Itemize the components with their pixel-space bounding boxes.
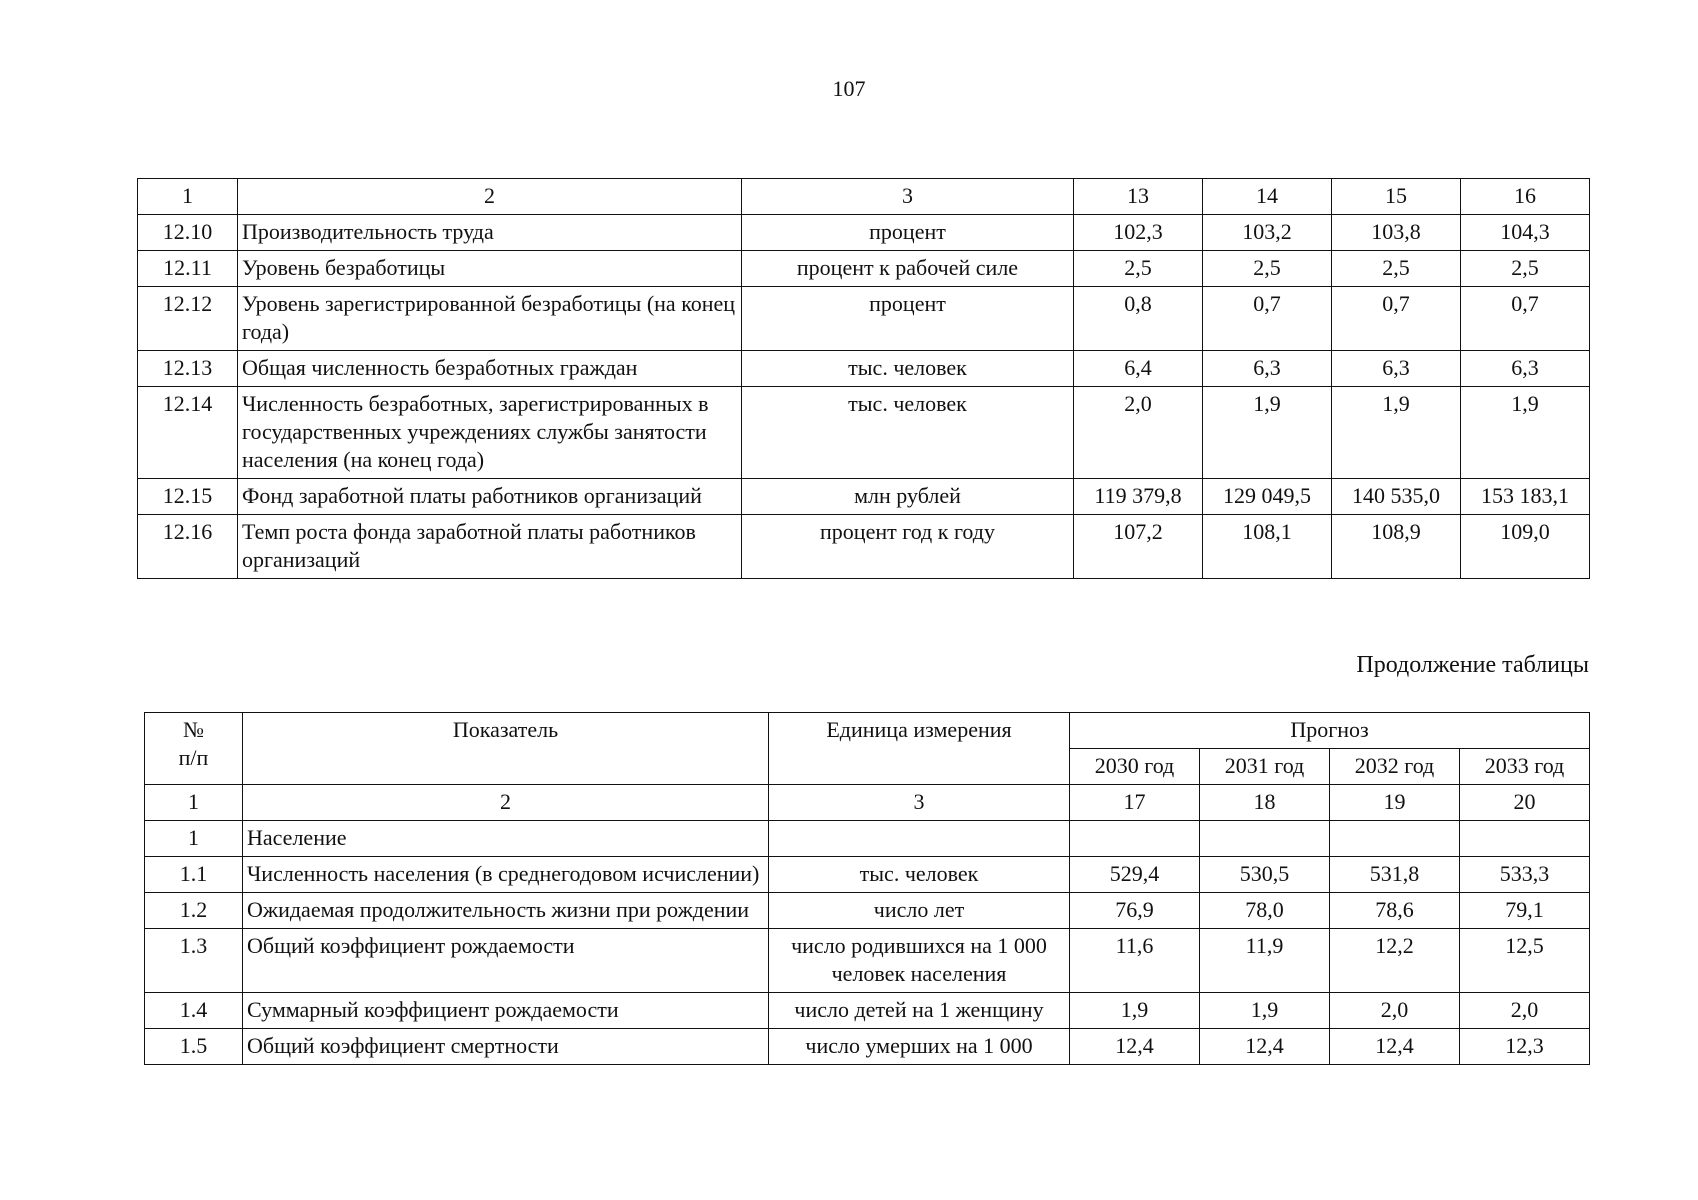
value: 530,5 [1200,857,1330,893]
value: 12,3 [1460,1029,1590,1065]
value: 533,3 [1460,857,1590,893]
row-number: 1.3 [145,929,243,993]
unit: процент [742,215,1074,251]
value: 11,9 [1200,929,1330,993]
numbering-row [145,785,1590,821]
column-number: 13 [1074,179,1203,215]
col-header-forecast: Прогноз [1070,713,1590,749]
value: 76,9 [1070,893,1200,929]
value: 103,8 [1332,215,1461,251]
year-header: 2031 год [1200,749,1330,785]
table-row [138,515,1590,579]
unit: млн рублей [742,479,1074,515]
column-number: 3 [742,179,1074,215]
value: 129 049,5 [1203,479,1332,515]
numbering-row [138,179,1590,215]
unit: процент год к году [742,515,1074,579]
value: 1,9 [1200,993,1330,1029]
indicator-name: Суммарный коэффициент рождаемости [243,993,769,1029]
column-number: 14 [1203,179,1332,215]
value: 12,4 [1330,1029,1460,1065]
value: 6,3 [1461,351,1590,387]
value: 109,0 [1461,515,1590,579]
value: 1,9 [1332,387,1461,479]
col-header-number [145,713,243,785]
value: 107,2 [1074,515,1203,579]
row-number: 1 [145,821,243,857]
value: 2,5 [1332,251,1461,287]
table-row [138,387,1590,479]
value: 12,4 [1070,1029,1200,1065]
column-number: 15 [1332,179,1461,215]
value: 2,0 [1330,993,1460,1029]
value: 12,4 [1200,1029,1330,1065]
indicator-name: Ожидаемая продолжительность жизни при рождении [243,893,769,929]
col-header-number-sign: № [183,717,204,742]
column-number: 19 [1330,785,1460,821]
col-header-unit: Единица измерения [769,713,1070,785]
value: 140 535,0 [1332,479,1461,515]
value: 6,3 [1332,351,1461,387]
value: 12,2 [1330,929,1460,993]
row-number: 12.13 [138,351,238,387]
value: 2,5 [1203,251,1332,287]
indicator-name: Темп роста фонда заработной платы работников организаций [238,515,742,579]
value: 0,7 [1332,287,1461,351]
column-number: 3 [769,785,1070,821]
unit [769,821,1070,857]
table-row [138,351,1590,387]
value: 531,8 [1330,857,1460,893]
table-row [138,215,1590,251]
row-number: 12.10 [138,215,238,251]
value: 153 183,1 [1461,479,1590,515]
value: 102,3 [1074,215,1203,251]
value: 1,9 [1203,387,1332,479]
row-number: 12.14 [138,387,238,479]
value: 1,9 [1461,387,1590,479]
row-number: 12.11 [138,251,238,287]
value: 12,5 [1460,929,1590,993]
value: 108,1 [1203,515,1332,579]
indicator-name: Производительность труда [238,215,742,251]
column-number: 2 [243,785,769,821]
column-number: 1 [138,179,238,215]
col-header-indicator: Показатель [243,713,769,785]
unit: число лет [769,893,1070,929]
indicators-table-top [137,178,1590,579]
table-row [138,287,1590,351]
column-number: 18 [1200,785,1330,821]
value: 2,5 [1461,251,1590,287]
value: 78,6 [1330,893,1460,929]
indicator-name: Фонд заработной платы работников организаций [238,479,742,515]
table-row [145,929,1590,993]
value: 0,7 [1203,287,1332,351]
value [1070,821,1200,857]
value: 2,0 [1460,993,1590,1029]
column-number: 16 [1461,179,1590,215]
row-number: 1.5 [145,1029,243,1065]
year-header: 2033 год [1460,749,1590,785]
row-number: 1.2 [145,893,243,929]
row-number: 1.1 [145,857,243,893]
header-row [145,713,1590,749]
table-row [138,479,1590,515]
value: 0,8 [1074,287,1203,351]
column-number: 20 [1460,785,1590,821]
table-row [145,857,1590,893]
value: 6,3 [1203,351,1332,387]
table-row [145,821,1590,857]
indicator-name: Общий коэффициент рождаемости [243,929,769,993]
value: 6,4 [1074,351,1203,387]
row-number: 1.4 [145,993,243,1029]
column-number: 17 [1070,785,1200,821]
unit: число родившихся на 1 000 человек населения [769,929,1070,993]
value: 108,9 [1332,515,1461,579]
continuation-label: Продолжение таблицы [1356,652,1589,678]
value [1330,821,1460,857]
value: 103,2 [1203,215,1332,251]
unit: процент к рабочей силе [742,251,1074,287]
table-row [145,1029,1590,1065]
year-header: 2032 год [1330,749,1460,785]
value: 78,0 [1200,893,1330,929]
unit: тыс. человек [742,351,1074,387]
value [1460,821,1590,857]
unit: процент [742,287,1074,351]
indicator-name: Общая численность безработных граждан [238,351,742,387]
table-row [145,993,1590,1029]
unit: тыс. человек [769,857,1070,893]
indicator-name: Уровень безработицы [238,251,742,287]
indicators-table-continuation [144,712,1590,1065]
unit: тыс. человек [742,387,1074,479]
value: 11,6 [1070,929,1200,993]
row-number: 12.15 [138,479,238,515]
value: 529,4 [1070,857,1200,893]
indicator-name: Численность населения (в среднегодовом исчислении) [243,857,769,893]
table-row [138,251,1590,287]
value: 1,9 [1070,993,1200,1029]
page-number: 107 [832,76,866,101]
indicator-name: Население [243,821,769,857]
year-header: 2030 год [1070,749,1200,785]
value: 2,0 [1074,387,1203,479]
value: 79,1 [1460,893,1590,929]
indicator-name: Уровень зарегистрированной безработицы (на конец года) [238,287,742,351]
col-header-number-pp: п/п [178,745,209,770]
unit: число умерших на 1 000 [769,1029,1070,1065]
indicator-name: Общий коэффициент смертности [243,1029,769,1065]
table-row [145,893,1590,929]
value: 2,5 [1074,251,1203,287]
column-number: 2 [238,179,742,215]
value: 119 379,8 [1074,479,1203,515]
row-number: 12.12 [138,287,238,351]
value: 104,3 [1461,215,1590,251]
value [1200,821,1330,857]
indicator-name: Численность безработных, зарегистрированных в государственных учреждениях службы занятости населения (на конец года) [238,387,742,479]
value: 0,7 [1461,287,1590,351]
row-number: 12.16 [138,515,238,579]
column-number: 1 [145,785,243,821]
unit: число детей на 1 женщину [769,993,1070,1029]
